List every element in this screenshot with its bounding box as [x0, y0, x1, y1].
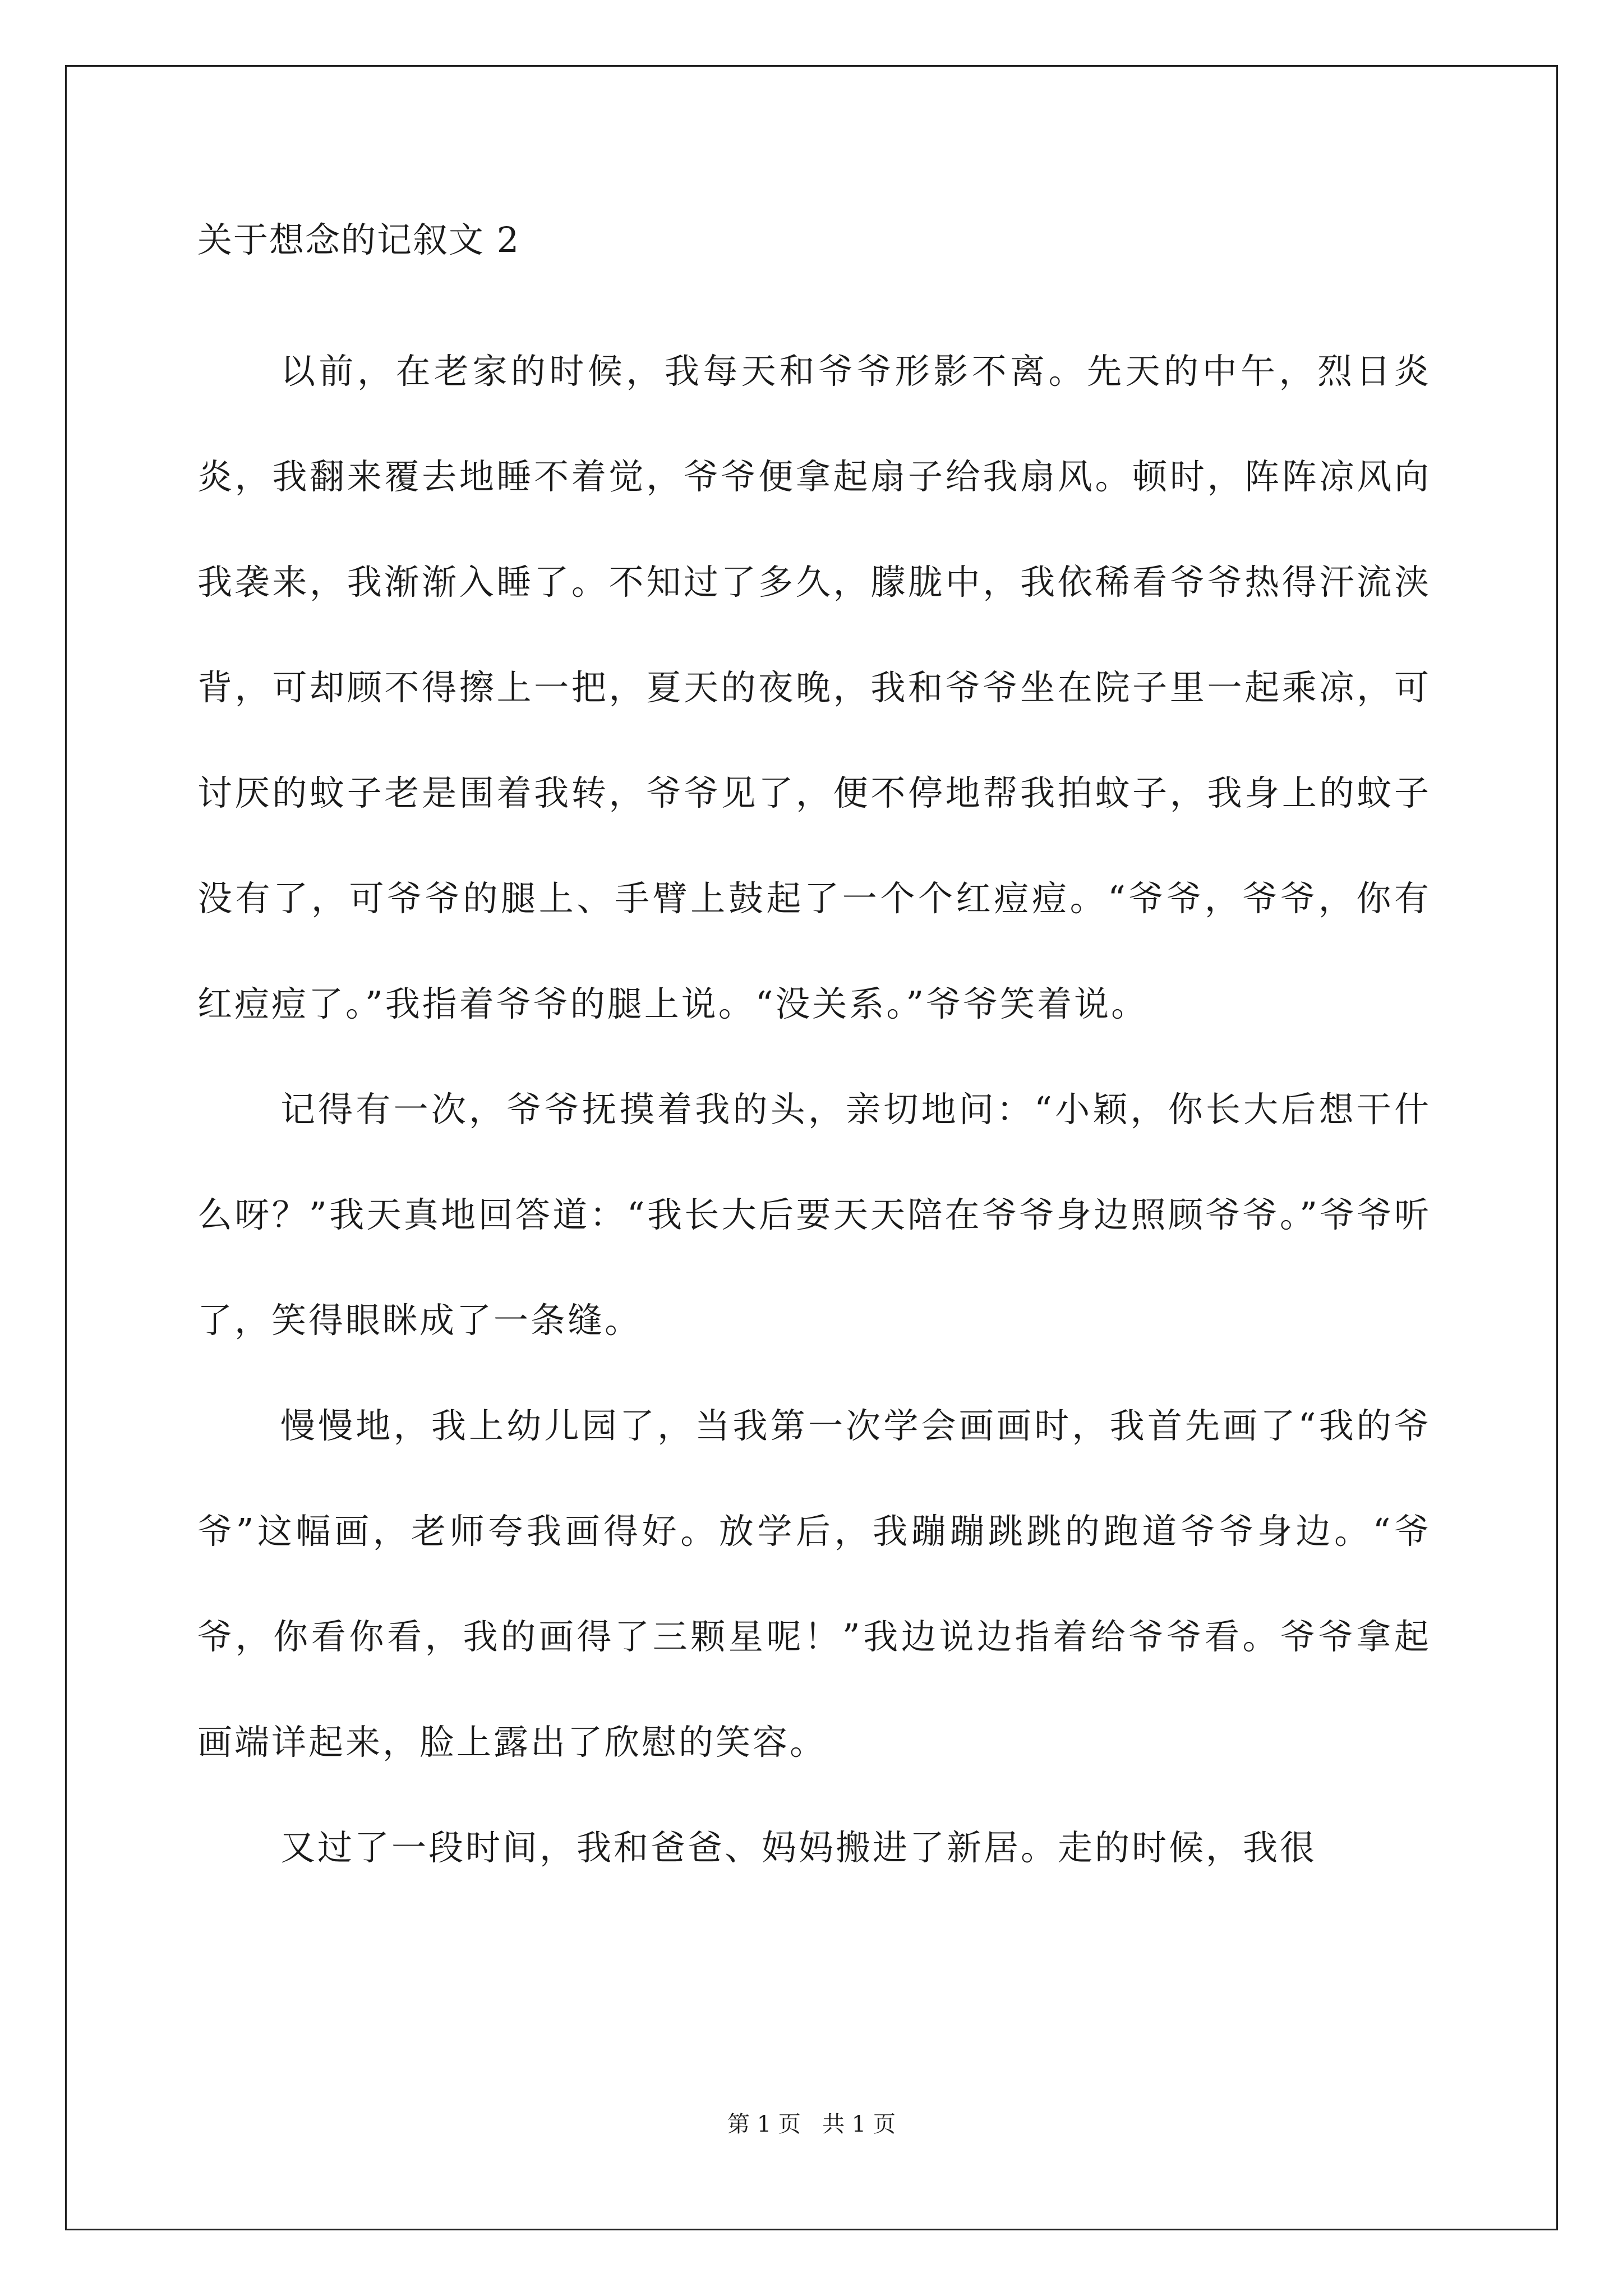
document-title: 关于想念的记叙文 2 [197, 219, 520, 260]
paragraph: 以前，在老家的时候，我每天和爷爷形影不离。先天的中午，烈日炎炎，我翻来覆去地睡不着觉，爷爷便拿起扇子给我扇风。顿时，阵阵凉风向我袭来，我渐渐入睡了。不知过了多久，朦胧中，我依稀看爷爷热得汗流浃背，可却顾不得擦上一把，夏天的夜晚，我和爷爷坐在院子里一起乘凉，可讨厌的蚊子老是围着我转，爷爷见了，便不停地帮我拍蚊子，我身上的蚊子没有了，可爷爷的腿上、手臂上鼓起了一个个红痘痘。“爷爷，爷爷，你有红痘痘了。”我指着爷爷的腿上说。“没关系。”爷爷笑着说。 [197, 351, 1431, 1024]
page-number-footer: 第 1 页 共 1 页 [727, 2111, 896, 2137]
paragraph: 又过了一段时间，我和爸爸、妈妈搬进了新居。走的时候，我很 [280, 1827, 1317, 1868]
paragraph: 慢慢地，我上幼儿园了，当我第一次学会画画时，我首先画了“我的爷爷”这幅画，老师夸我画得好。放学后，我蹦蹦跳跳的跑道爷爷身边。“爷爷，你看你看，我的画得了三颗星呢！”我边说边指着给爷爷看。爷爷拿起画端详起来，脸上露出了欣慰的笑容。 [197, 1405, 1431, 1763]
document-body [197, 213, 1431, 1901]
paragraph: 记得有一次，爷爷抚摸着我的头，亲切地问：“小颖，你长大后想干什么呀？”我天真地回答道：“我长大后要天天陪在爷爷身边照顾爷爷。”爷爷听了，笑得眼眯成了一条缝。 [197, 1089, 1431, 1341]
